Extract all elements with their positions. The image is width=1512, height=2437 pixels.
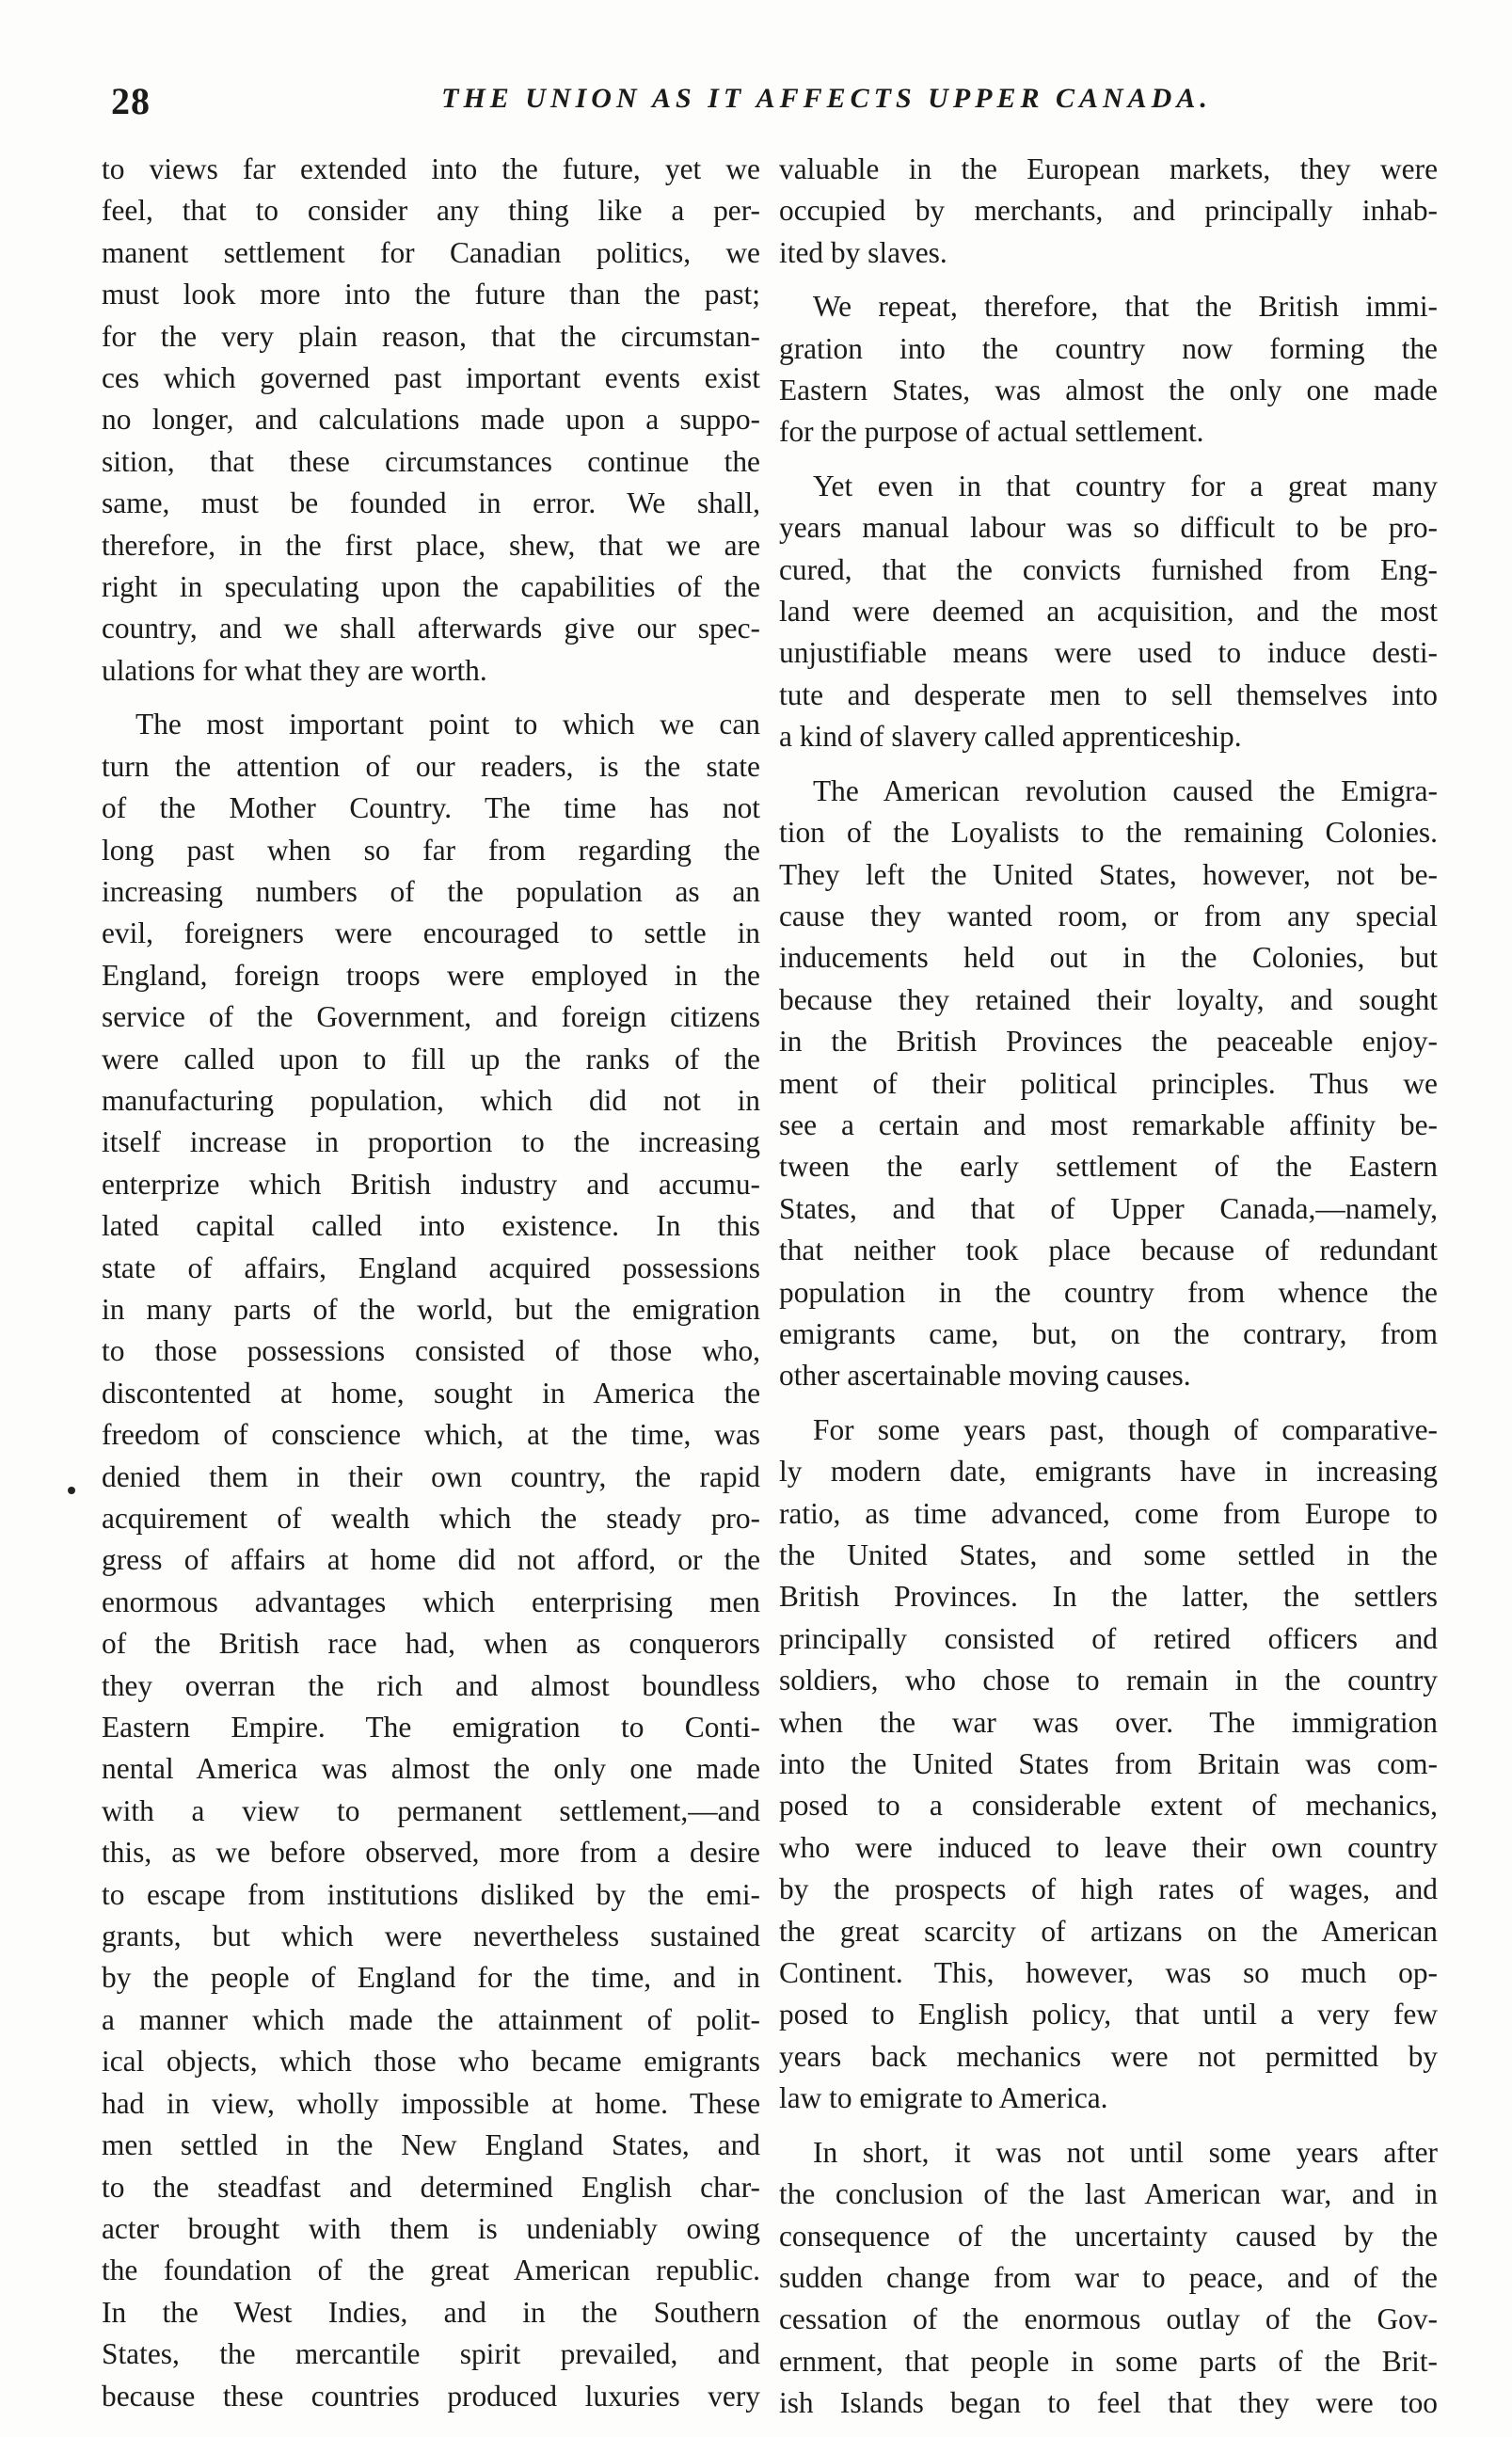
text-line: grants, but which were nevertheless sustained — [102, 1919, 760, 1953]
text-line: in many parts of the world, but the emigration — [102, 1292, 760, 1326]
text-line: they overran the rich and almost boundless — [102, 1668, 760, 1702]
text-line: ernment, that people in some parts of the Brit- — [779, 2344, 1438, 2378]
text-line: other ascertainable moving causes. — [779, 1359, 1191, 1393]
text-line: manent settlement for Canadian politics, we — [102, 235, 760, 269]
text-line: ulations for what they are worth. — [102, 653, 487, 687]
margin-mark — [68, 1487, 75, 1494]
text-line: because these countries produced luxuries very — [102, 2379, 760, 2413]
text-line: States, the mercantile spirit prevailed, and — [102, 2337, 760, 2371]
text-line: freedom of conscience which, at the time, was — [102, 1418, 760, 1452]
text-line: itself increase in proportion to the increasing — [102, 1125, 760, 1159]
text-line: lated capital called into existence. In this — [102, 1209, 760, 1243]
text-line: who were induced to leave their own country — [779, 1830, 1438, 1864]
text-line: years back mechanics were not permitted by — [779, 2039, 1438, 2073]
text-line: denied them in their own country, the rapid — [102, 1459, 760, 1493]
text-line: the conclusion of the last American war, and in — [779, 2177, 1438, 2211]
text-line: principally consisted of retired officers and — [779, 1621, 1438, 1655]
text-line: when the war was over. The immigration — [779, 1705, 1438, 1739]
text-line: gration into the country now forming the — [779, 331, 1438, 365]
text-line: this, as we before observed, more from a desire — [102, 1836, 760, 1870]
text-line: into the United States from Britain was com- — [779, 1747, 1438, 1781]
text-line: discontented at home, sought in America the — [102, 1376, 760, 1410]
text-line: Continent. This, however, was so much op- — [779, 1956, 1438, 1990]
text-line: cessation of the enormous outlay of the Gov- — [779, 2302, 1438, 2336]
text-line: posed to English policy, that until a very few — [779, 1998, 1438, 2031]
text-line: to the steadfast and determined English char- — [102, 2170, 760, 2204]
text-line: We repeat, therefore, that the British immi- — [813, 290, 1438, 324]
right-column — [779, 149, 1438, 2437]
paragraph — [779, 149, 1438, 274]
text-line: British Provinces. In the latter, the settlers — [779, 1580, 1438, 1614]
text-line: the great scarcity of artizans on the American — [779, 1914, 1438, 1948]
text-line: years manual labour was so difficult to be pro- — [779, 511, 1438, 545]
text-line: the foundation of the great American republic. — [102, 2254, 760, 2287]
text-line: ment of their political principles. Thus we — [779, 1066, 1438, 1100]
text-line: long past when so far from regarding the — [102, 833, 760, 867]
text-line: inducements held out in the Colonies, but — [779, 941, 1438, 975]
text-line: by the prospects of high rates of wages, and — [779, 1872, 1438, 1906]
text-line: Eastern Empire. The emigration to Conti- — [102, 1711, 760, 1744]
text-line: because they retained their loyalty, and sought — [779, 982, 1438, 1016]
text-line: In the West Indies, and in the Southern — [102, 2295, 760, 2329]
text-line: acquirement of wealth which the steady pro- — [102, 1502, 760, 1535]
text-line: no longer, and calculations made upon a suppo- — [102, 403, 760, 437]
text-line: enormous advantages which enterprising men — [102, 1585, 760, 1618]
paragraph — [779, 1410, 1438, 2120]
text-line: of the British race had, when as conquerors — [102, 1627, 760, 1661]
text-line: sudden change from war to peace, and of the — [779, 2260, 1438, 2294]
text-line: of the Mother Country. The time has not — [102, 791, 760, 825]
text-line: country, and we shall afterwards give our spec- — [102, 612, 760, 645]
text-line: Eastern States, was almost the only one made — [779, 374, 1438, 407]
text-line: men settled in the New England States, and — [102, 2128, 760, 2162]
text-line: England, foreign troops were employed in the — [102, 958, 760, 992]
text-line: land were deemed an acquisition, and the most — [779, 595, 1438, 629]
text-line: a kind of slavery called apprenticeship. — [779, 720, 1242, 754]
text-line: posed to a considerable extent of mechanics, — [779, 1789, 1438, 1823]
text-line: ly modern date, emigrants have in increasing — [779, 1455, 1438, 1489]
text-line: Yet even in that country for a great many — [813, 469, 1438, 502]
text-line: therefore, in the first place, shew, that we are — [102, 528, 760, 562]
text-line: For some years past, though of comparative- — [813, 1412, 1438, 1446]
text-line: must look more into the future than the past; — [102, 278, 760, 311]
text-line: to those possessions consisted of those who, — [102, 1334, 760, 1368]
paragraph — [779, 771, 1438, 1397]
text-line: In short, it was not until some years after — [813, 2135, 1438, 2169]
left-column — [102, 149, 760, 2429]
text-line: occupied by merchants, and principally inhab- — [779, 194, 1438, 228]
text-line: see a certain and most remarkable affinity be- — [779, 1107, 1438, 1141]
text-line: ratio, as time advanced, come from Europe to — [779, 1496, 1438, 1530]
text-line: ited by slaves. — [779, 235, 947, 269]
paragraph — [779, 286, 1438, 454]
text-line: cause they wanted room, or from any special — [779, 899, 1438, 932]
text-line: tween the early settlement of the Eastern — [779, 1150, 1438, 1184]
text-line: tion of the Loyalists to the remaining Colonies. — [779, 816, 1438, 850]
text-line: acter brought with them is undeniably owing — [102, 2211, 760, 2245]
text-line: were called upon to fill up the ranks of the — [102, 1042, 760, 1075]
text-line: in the British Provinces the peaceable enjoy- — [779, 1025, 1438, 1059]
text-line: had in view, wholly impossible at home. These — [102, 2086, 760, 2120]
text-line: The American revolution caused the Emigra- — [813, 773, 1438, 807]
text-line: the United States, and some settled in the — [779, 1538, 1438, 1571]
text-line: ical objects, which those who became emigrants — [102, 2045, 760, 2079]
text-line: by the people of England for the time, and in — [102, 1961, 760, 1995]
text-line: right in speculating upon the capabilities of the — [102, 570, 760, 604]
text-line: emigrants came, but, on the contrary, from — [779, 1316, 1438, 1350]
text-line: for the purpose of actual settlement. — [779, 415, 1204, 449]
text-line: feel, that to consider any thing like a per- — [102, 194, 760, 228]
text-line: sition, that these circumstances continue the — [102, 444, 760, 478]
text-line: manufacturing population, which did not in — [102, 1083, 760, 1117]
text-line: valuable in the European markets, they were — [779, 152, 1438, 185]
text-line: nental America was almost the only one made — [102, 1752, 760, 1786]
text-line: cured, that the convicts furnished from Eng- — [779, 552, 1438, 586]
text-line: law to emigrate to America. — [779, 2081, 1108, 2115]
text-line: ces which governed past important events exist — [102, 361, 760, 395]
text-line: consequence of the uncertainty caused by the — [779, 2219, 1438, 2253]
paragraph — [779, 466, 1438, 758]
text-line: The most important point to which we can — [135, 708, 760, 741]
paragraph — [102, 149, 760, 692]
text-line: States, and that of Upper Canada,—namely, — [779, 1191, 1438, 1225]
running-head: THE UNION AS IT AFFECTS UPPER CANADA. — [441, 83, 1212, 114]
text-line: gress of affairs at home did not afford, or the — [102, 1543, 760, 1577]
text-line: ish Islands began to feel that they were too — [779, 2386, 1438, 2420]
text-line: for the very plain reason, that the circumstan- — [102, 319, 760, 353]
text-line: with a view to permanent settlement,—and — [102, 1793, 760, 1827]
page-number: 28 — [111, 80, 151, 122]
text-line: turn the attention of our readers, is the state — [102, 749, 760, 783]
text-line: evil, foreigners were encouraged to settle in — [102, 916, 760, 950]
text-line: service of the Government, and foreign citizens — [102, 1000, 760, 1034]
text-line: tute and desperate men to sell themselves into — [779, 677, 1438, 711]
text-line: same, must be founded in error. We shall, — [102, 486, 760, 520]
text-line: They left the United States, however, not be- — [779, 857, 1438, 891]
text-line: a manner which made the attainment of polit- — [102, 2002, 760, 2036]
text-line: soldiers, who chose to remain in the country — [779, 1664, 1438, 1697]
text-line: to views far extended into the future, yet we — [102, 152, 760, 185]
paragraph — [102, 704, 760, 2417]
text-line: state of affairs, England acquired possessions — [102, 1250, 760, 1284]
text-line: to escape from institutions disliked by the emi- — [102, 1877, 760, 1911]
paragraph — [779, 2132, 1438, 2425]
text-line: increasing numbers of the population as an — [102, 874, 760, 908]
text-line: unjustifiable means were used to induce desti- — [779, 636, 1438, 670]
text-line: enterprize which British industry and accumu- — [102, 1167, 760, 1201]
text-line: population in the country from whence the — [779, 1275, 1438, 1309]
text-line: that neither took place because of redundant — [779, 1234, 1438, 1267]
